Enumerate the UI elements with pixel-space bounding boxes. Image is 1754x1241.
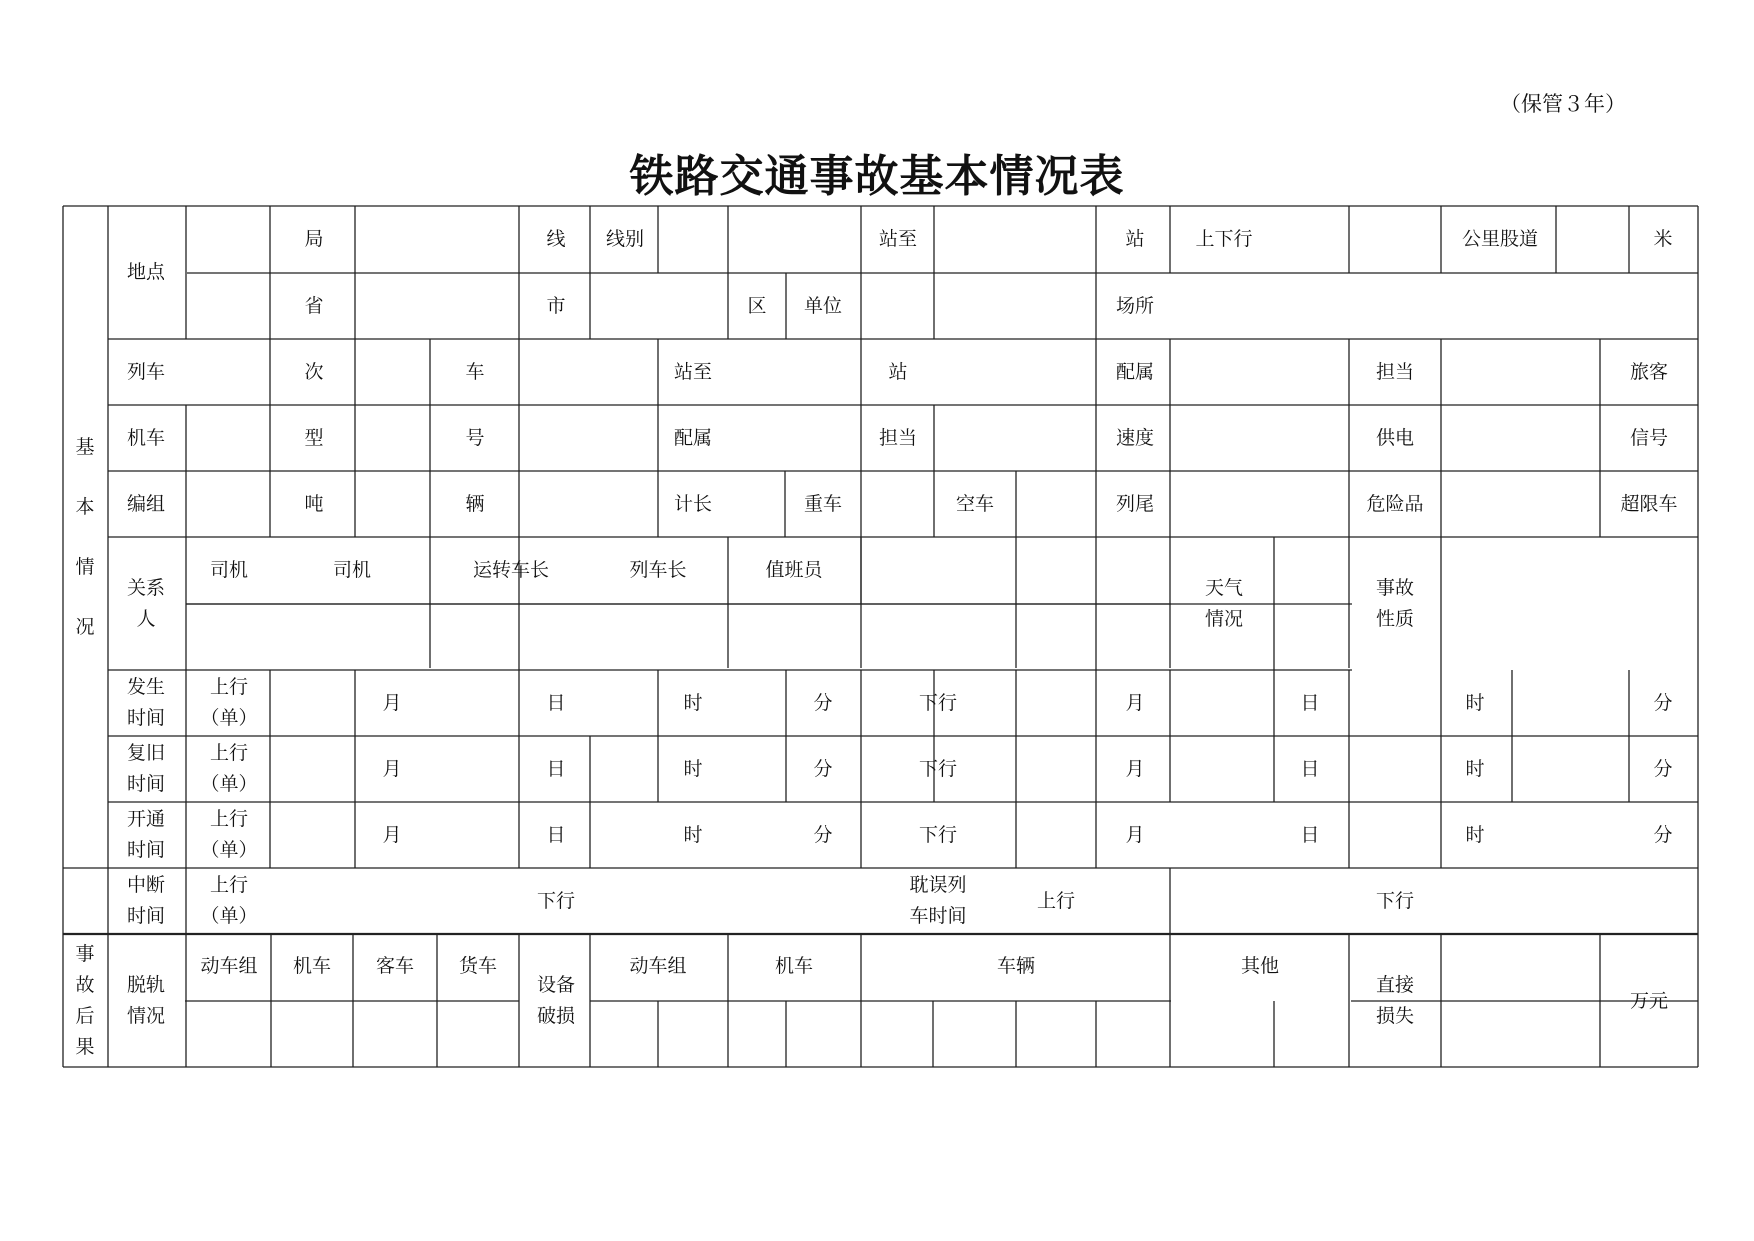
damage-derail [127,970,165,1032]
damage-emu: 动车组 [200,955,258,977]
reopen-hour: 时 [683,824,703,846]
loco-assigned: 配属 [673,427,713,449]
loc-city: 市 [546,295,566,317]
label-line: 况 [75,616,95,638]
label-line: 情况 [126,1005,166,1027]
interrupt-down: 下行 [536,890,576,912]
label-line: 脱轨 [126,974,166,996]
occurrence-up-single [200,672,257,734]
reopen-minute: 分 [813,824,833,846]
damage-direct-loss [1376,970,1414,1032]
loc-unit: 单位 [803,295,843,317]
occurrence-minute: 分 [813,692,833,714]
train-passenger: 旅客 [1629,361,1669,383]
retention-note: （保管３年） [1500,92,1626,116]
train-number: 次 [304,361,324,383]
damage-loco: 机车 [292,955,332,977]
reopen-down: 下行 [918,824,958,846]
loco-label: 机车 [126,427,166,449]
persons-transport-chief: 运转车长 [472,559,550,581]
occurrence-hour2: 时 [1465,692,1485,714]
recovery-hour2: 时 [1465,758,1485,780]
label-line: 复旧 [126,742,166,764]
loc-km-track: 公里股道 [1461,228,1539,250]
label-line: 基 [75,436,95,458]
section-basic [75,417,94,657]
occurrence-day: 日 [546,692,566,714]
loc-meter: 米 [1653,228,1673,250]
loc-bureau: 局 [304,228,324,250]
label-line: 设备 [536,974,576,996]
label-line: 发生 [126,676,166,698]
label-line: 情 [75,556,95,578]
damage-freight: 货车 [458,955,498,977]
label-line: 开通 [126,808,166,830]
damage-equipment [537,970,575,1032]
loco-operated: 担当 [878,427,918,449]
label-line: 时间 [126,707,166,729]
form-loaded: 重车 [803,493,843,515]
occurrence-minute2: 分 [1653,692,1673,714]
form-length: 计长 [673,493,713,515]
occurrence-hour: 时 [683,692,703,714]
label-line: 关系 [126,577,166,599]
reopen-hour2: 时 [1465,824,1485,846]
label-line: 上行 [209,874,249,896]
label-line: 果 [75,1036,95,1058]
loco-model: 型 [304,427,324,449]
recovery-day: 日 [546,758,566,780]
persons-conductor: 列车长 [629,559,687,581]
loc-label: 地点 [126,261,166,283]
label-line: 直接 [1375,974,1415,996]
label-line: 时间 [126,905,166,927]
interrupt-up: 上行 [1036,890,1076,912]
reopen-label [127,804,165,866]
occurrence-label [127,672,165,734]
persons-weather [1205,573,1243,635]
label-line: （单） [200,773,258,795]
occurrence-month2: 月 [1125,692,1145,714]
damage-loco2: 机车 [774,955,814,977]
damage-vehicle: 车辆 [996,955,1036,977]
persons-driver1: 司机 [209,559,249,581]
label-line: 上行 [209,808,249,830]
recovery-day2: 日 [1300,758,1320,780]
persons-nature [1376,573,1414,635]
train-station-to: 站至 [673,361,713,383]
form-dangerous: 危险品 [1366,493,1424,515]
recovery-minute2: 分 [1653,758,1673,780]
label-line: 情况 [1204,608,1244,630]
reopen-month2: 月 [1125,824,1145,846]
label-line: 事故 [1375,577,1415,599]
train-label: 列车 [126,361,166,383]
persons-duty-officer: 值班员 [765,559,823,581]
recovery-minute: 分 [813,758,833,780]
reopen-minute2: 分 [1653,824,1673,846]
label-line: 本 [75,496,95,518]
reopen-day: 日 [546,824,566,846]
recovery-month2: 月 [1125,758,1145,780]
loco-speed: 速度 [1115,427,1155,449]
recovery-label [127,738,165,800]
form-tons: 吨 [304,493,324,515]
loc-station: 站 [1125,228,1145,250]
damage-emu2: 动车组 [629,955,687,977]
train-operated: 担当 [1375,361,1415,383]
label-line: （单） [200,839,258,861]
label-line: 损失 [1375,1005,1415,1027]
interrupt-delay [909,870,966,932]
label-line: （单） [200,707,258,729]
loc-district: 区 [747,295,767,317]
occurrence-day2: 日 [1300,692,1320,714]
interrupt-up-single [200,870,257,932]
loc-province: 省 [304,295,324,317]
label-line: 时间 [126,773,166,795]
section-consequences [75,939,94,1063]
interrupt-down2: 下行 [1375,890,1415,912]
reopen-up-single [200,804,257,866]
label-line: 破损 [536,1005,576,1027]
occurrence-month: 月 [382,692,402,714]
damage-coach: 客车 [375,955,415,977]
label-line: （单） [200,905,258,927]
loc-line-type: 线别 [605,228,645,250]
label-line: 性质 [1375,608,1415,630]
recovery-down: 下行 [918,758,958,780]
form-tail: 列尾 [1115,493,1155,515]
form-vehicles: 辆 [465,493,485,515]
loco-power: 供电 [1375,427,1415,449]
train-car: 车 [465,361,485,383]
label-line: 耽误列 [909,874,967,896]
label-line: 车时间 [909,905,967,927]
persons-driver2: 司机 [332,559,372,581]
damage-other: 其他 [1240,955,1280,977]
label-line: 后 [75,1005,95,1027]
label-line: 上行 [209,742,249,764]
reopen-month: 月 [382,824,402,846]
loc-station-to: 站至 [878,228,918,250]
loc-site: 场所 [1115,295,1155,317]
persons-label [127,573,165,635]
loc-direction: 上下行 [1195,228,1253,250]
label-line: 天气 [1204,577,1244,599]
occurrence-down: 下行 [918,692,958,714]
reopen-day2: 日 [1300,824,1320,846]
loco-signal: 信号 [1629,427,1669,449]
train-station: 站 [888,361,908,383]
page-title: 铁路交通事故基本情况表 [629,151,1125,202]
label-line: 人 [136,608,156,630]
form-oversize: 超限车 [1620,493,1678,515]
label-line: 上行 [209,676,249,698]
interrupt-label [127,870,165,932]
train-assigned: 配属 [1115,361,1155,383]
form-empty: 空车 [955,493,995,515]
label-line: 事 [75,943,95,965]
recovery-hour: 时 [683,758,703,780]
form-label: 编组 [126,493,166,515]
loc-line: 线 [546,228,566,250]
label-line: 时间 [126,839,166,861]
label-line: 中断 [126,874,166,896]
damage-unit: 万元 [1629,990,1669,1012]
loco-number: 号 [465,427,485,449]
recovery-up-single [200,738,257,800]
label-line: 故 [75,974,95,996]
recovery-month: 月 [382,758,402,780]
